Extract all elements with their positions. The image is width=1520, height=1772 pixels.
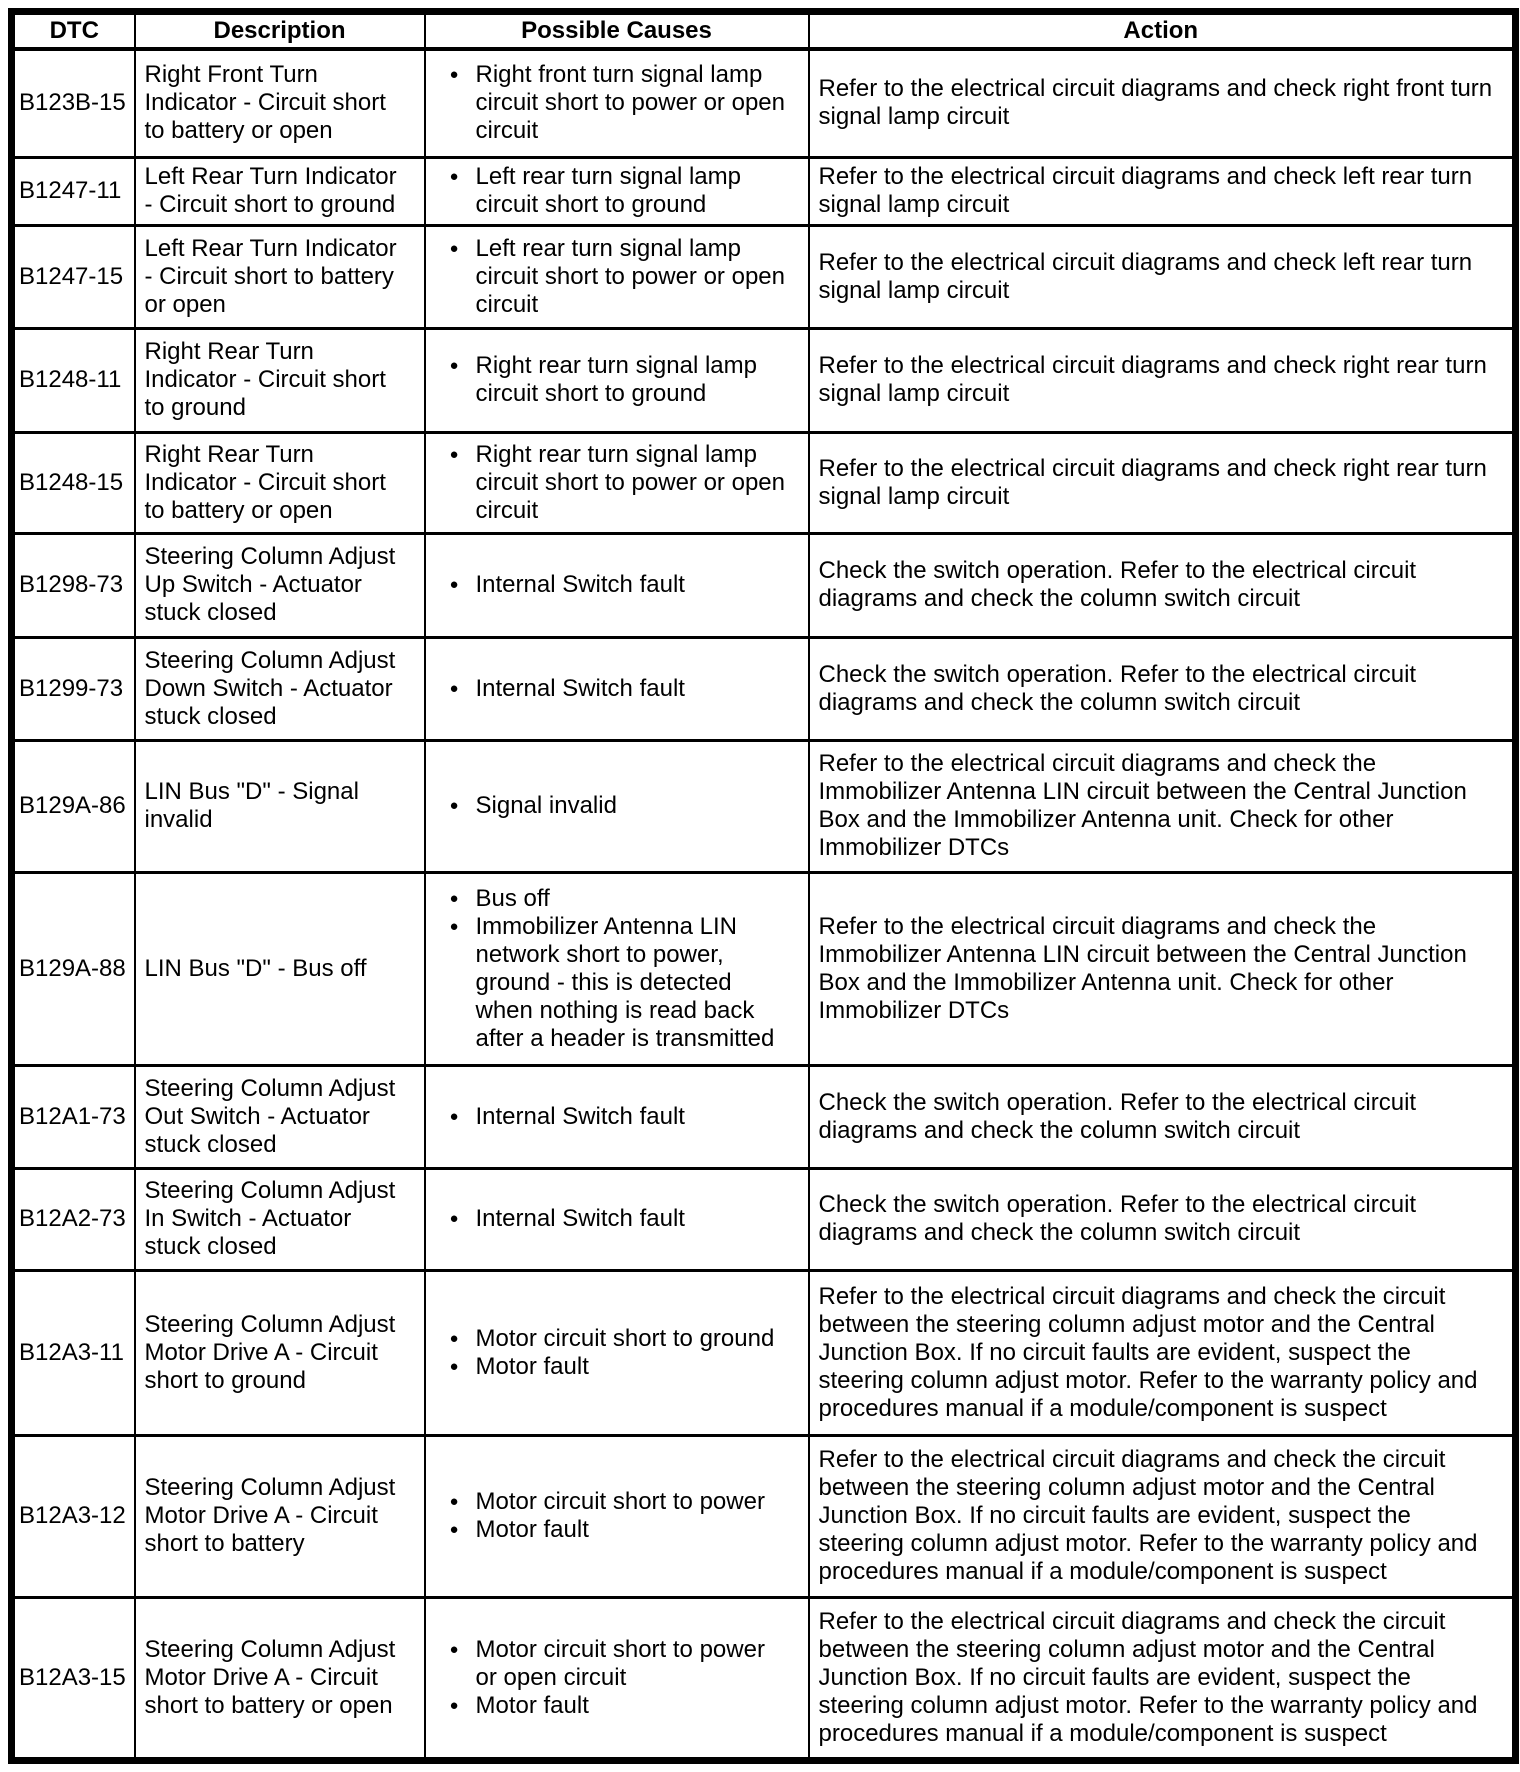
- list-item: [450, 163, 790, 219]
- causes-cell: [425, 1597, 809, 1760]
- dtc-cell: B123B-15: [12, 49, 135, 157]
- description-cell: Steering Column Adjust In Switch - Actuator stuck closed: [135, 1168, 425, 1270]
- cause-text: Right front turn signal lamp circuit short to power or open circuit: [475, 61, 785, 145]
- action-cell: Refer to the electrical circuit diagrams and check the circuit between the steering column adjust motor and the Central Junction Box. If no circuit faults are evident, suspect the steering column adjust motor. Refer to the warranty policy and procedures manual if a module/component is suspect: [809, 1597, 1516, 1760]
- list-item: [450, 792, 790, 820]
- dtc-cell: B1248-15: [12, 432, 135, 533]
- table-row: [12, 49, 1516, 157]
- description-cell: LIN Bus "D" - Bus off: [135, 872, 425, 1065]
- causes-list: [450, 352, 790, 408]
- causes-list: [450, 235, 790, 319]
- dtc-cell: B129A-86: [12, 740, 135, 872]
- causes-cell: [425, 637, 809, 740]
- causes-list: [450, 441, 790, 525]
- description-cell: Steering Column Adjust Motor Drive A - Circuit short to battery or open: [135, 1597, 425, 1760]
- bullet-icon: ●: [449, 1357, 459, 1375]
- dtc-cell: B12A3-15: [12, 1597, 135, 1760]
- table-row: [12, 225, 1516, 328]
- bullet-icon: ●: [449, 576, 459, 593]
- description-cell: Steering Column Adjust Down Switch - Actuator stuck closed: [135, 637, 425, 740]
- table-row: [12, 1270, 1516, 1435]
- description-cell: LIN Bus "D" - Signal invalid: [135, 740, 425, 872]
- cause-text: Motor circuit short to power: [475, 1488, 765, 1515]
- description-cell: Right Rear Turn Indicator - Circuit short to ground: [135, 328, 425, 432]
- table-row: [12, 740, 1516, 872]
- cause-text: Internal Switch fault: [475, 674, 685, 702]
- list-item: [450, 1353, 790, 1381]
- cause-text: Motor circuit short to power or open circuit: [475, 1635, 765, 1691]
- list-item: [450, 913, 790, 1053]
- list-item: [450, 441, 790, 525]
- dtc-table: [8, 8, 1519, 1764]
- list-item: [450, 1488, 790, 1516]
- cause-text: Signal invalid: [475, 792, 617, 819]
- cause-text: Right rear turn signal lamp circuit short to power or open circuit: [475, 440, 785, 524]
- table-row: [12, 637, 1516, 740]
- causes-cell: [425, 533, 809, 637]
- table-row: [12, 1597, 1516, 1760]
- cause-text: Motor fault: [475, 1516, 589, 1543]
- table-row: [12, 1065, 1516, 1168]
- list-item: [450, 1636, 790, 1692]
- column-header-dtc: DTC: [12, 12, 135, 50]
- list-item: [450, 1205, 790, 1233]
- cause-text: Motor fault: [475, 1352, 589, 1380]
- causes-cell: [425, 225, 809, 328]
- list-item: [450, 1516, 790, 1544]
- cause-text: Right rear turn signal lamp circuit short to ground: [475, 352, 757, 407]
- action-cell: Refer to the electrical circuit diagrams and check the Immobilizer Antenna LIN circuit between the Central Junction Box and the Immobilizer Antenna unit. Check for other Immobilizer DTCs: [809, 872, 1516, 1065]
- action-cell: Check the switch operation. Refer to the electrical circuit diagrams and check the column switch circuit: [809, 1065, 1516, 1168]
- cause-text: Motor circuit short to ground: [475, 1324, 775, 1352]
- table-row: [12, 157, 1516, 225]
- cause-text: Internal Switch fault: [475, 1205, 685, 1232]
- causes-cell: [425, 1435, 809, 1597]
- bullet-icon: ●: [449, 1329, 459, 1347]
- cause-text: Left rear turn signal lamp circuit short to power or open circuit: [475, 234, 785, 318]
- list-item: [450, 1325, 790, 1353]
- dtc-cell: B12A3-12: [12, 1435, 135, 1597]
- causes-list: [450, 1636, 790, 1720]
- bullet-icon: ●: [449, 1493, 459, 1510]
- list-item: [450, 235, 790, 319]
- list-item: [450, 1103, 790, 1131]
- bullet-icon: ●: [449, 797, 459, 814]
- bullet-icon: ●: [449, 445, 459, 463]
- causes-list: [450, 1205, 790, 1233]
- table-row: [12, 872, 1516, 1065]
- bullet-icon: ●: [449, 679, 459, 697]
- list-item: [450, 61, 790, 145]
- description-cell: Left Rear Turn Indicator - Circuit short to ground: [135, 157, 425, 225]
- table-row: [12, 533, 1516, 637]
- bullet-icon: ●: [449, 1640, 459, 1658]
- action-cell: Refer to the electrical circuit diagrams and check right rear turn signal lamp circuit: [809, 328, 1516, 432]
- dtc-cell: B129A-88: [12, 872, 135, 1065]
- column-header-description: Description: [135, 12, 425, 50]
- dtc-cell: B1247-11: [12, 157, 135, 225]
- action-cell: Refer to the electrical circuit diagrams and check the circuit between the steering column adjust motor and the Central Junction Box. If no circuit faults are evident, suspect the steering column adjust motor. Refer to the warranty policy and procedures manual if a module/component is suspect: [809, 1435, 1516, 1597]
- description-cell: Left Rear Turn Indicator - Circuit short to battery or open: [135, 225, 425, 328]
- causes-list: [450, 163, 790, 219]
- action-cell: Check the switch operation. Refer to the electrical circuit diagrams and check the column switch circuit: [809, 637, 1516, 740]
- action-cell: Refer to the electrical circuit diagrams and check left rear turn signal lamp circuit: [809, 157, 1516, 225]
- action-cell: Refer to the electrical circuit diagrams and check the Immobilizer Antenna LIN circuit between the Central Junction Box and the Immobilizer Antenna unit. Check for other Immobilizer DTCs: [809, 740, 1516, 872]
- description-cell: Steering Column Adjust Motor Drive A - Circuit short to ground: [135, 1270, 425, 1435]
- bullet-icon: ●: [449, 239, 459, 257]
- bullet-icon: ●: [449, 1107, 459, 1125]
- cause-text: Internal Switch fault: [475, 1102, 685, 1130]
- dtc-cell: B1248-11: [12, 328, 135, 432]
- cause-text: Internal Switch fault: [475, 571, 685, 598]
- causes-list: [450, 1103, 790, 1131]
- table-row: [12, 1168, 1516, 1270]
- action-cell: Refer to the electrical circuit diagrams and check right front turn signal lamp circuit: [809, 49, 1516, 157]
- dtc-cell: B1247-15: [12, 225, 135, 328]
- causes-cell: [425, 49, 809, 157]
- action-cell: Refer to the electrical circuit diagrams and check the circuit between the steering column adjust motor and the Central Junction Box. If no circuit faults are evident, suspect the steering column adjust motor. Refer to the warranty policy and procedures manual if a module/component is suspect: [809, 1270, 1516, 1435]
- column-header-action: Action: [809, 12, 1516, 50]
- cause-text: Bus off: [475, 884, 550, 912]
- header-row: [12, 12, 1516, 50]
- table-row: [12, 432, 1516, 533]
- causes-cell: [425, 432, 809, 533]
- list-item: [450, 352, 790, 408]
- dtc-cell: B12A3-11: [12, 1270, 135, 1435]
- list-item: [450, 675, 790, 703]
- causes-cell: [425, 157, 809, 225]
- bullet-icon: ●: [449, 1696, 459, 1714]
- description-cell: Steering Column Adjust Up Switch - Actuator stuck closed: [135, 533, 425, 637]
- dtc-cell: B12A1-73: [12, 1065, 135, 1168]
- causes-list: [450, 571, 790, 599]
- causes-cell: [425, 1270, 809, 1435]
- bullet-icon: ●: [449, 1521, 459, 1538]
- causes-cell: [425, 872, 809, 1065]
- dtc-cell: B1298-73: [12, 533, 135, 637]
- list-item: [450, 571, 790, 599]
- table-row: [12, 1435, 1516, 1597]
- cause-text: Motor fault: [475, 1691, 589, 1719]
- description-cell: Right Front Turn Indicator - Circuit short to battery or open: [135, 49, 425, 157]
- bullet-icon: ●: [449, 168, 459, 185]
- list-item: [450, 1692, 790, 1720]
- action-cell: Refer to the electrical circuit diagrams and check right rear turn signal lamp circuit: [809, 432, 1516, 533]
- action-cell: Check the switch operation. Refer to the electrical circuit diagrams and check the column switch circuit: [809, 533, 1516, 637]
- causes-cell: [425, 740, 809, 872]
- causes-list: [450, 885, 790, 1053]
- dtc-cell: B12A2-73: [12, 1168, 135, 1270]
- bullet-icon: ●: [449, 917, 459, 935]
- cause-text: Left rear turn signal lamp circuit short to ground: [475, 163, 741, 218]
- description-cell: Right Rear Turn Indicator - Circuit short to battery or open: [135, 432, 425, 533]
- dtc-cell: B1299-73: [12, 637, 135, 740]
- cause-text: Immobilizer Antenna LIN network short to power, ground - this is detected when nothing is read back after a header is transmitted: [475, 912, 775, 1052]
- description-cell: Steering Column Adjust Motor Drive A - Circuit short to battery: [135, 1435, 425, 1597]
- table-row: [12, 328, 1516, 432]
- bullet-icon: ●: [449, 1210, 459, 1227]
- list-item: [450, 885, 790, 913]
- bullet-icon: ●: [449, 357, 459, 374]
- causes-list: [450, 61, 790, 145]
- causes-list: [450, 1325, 790, 1381]
- column-header-possible-causes: Possible Causes: [425, 12, 809, 50]
- description-cell: Steering Column Adjust Out Switch - Actuator stuck closed: [135, 1065, 425, 1168]
- causes-cell: [425, 1065, 809, 1168]
- causes-list: [450, 675, 790, 703]
- bullet-icon: ●: [449, 66, 459, 84]
- causes-list: [450, 1488, 790, 1544]
- bullet-icon: ●: [449, 889, 459, 907]
- action-cell: Refer to the electrical circuit diagrams and check left rear turn signal lamp circuit: [809, 225, 1516, 328]
- causes-cell: [425, 328, 809, 432]
- causes-list: [450, 792, 790, 820]
- causes-cell: [425, 1168, 809, 1270]
- action-cell: Check the switch operation. Refer to the electrical circuit diagrams and check the column switch circuit: [809, 1168, 1516, 1270]
